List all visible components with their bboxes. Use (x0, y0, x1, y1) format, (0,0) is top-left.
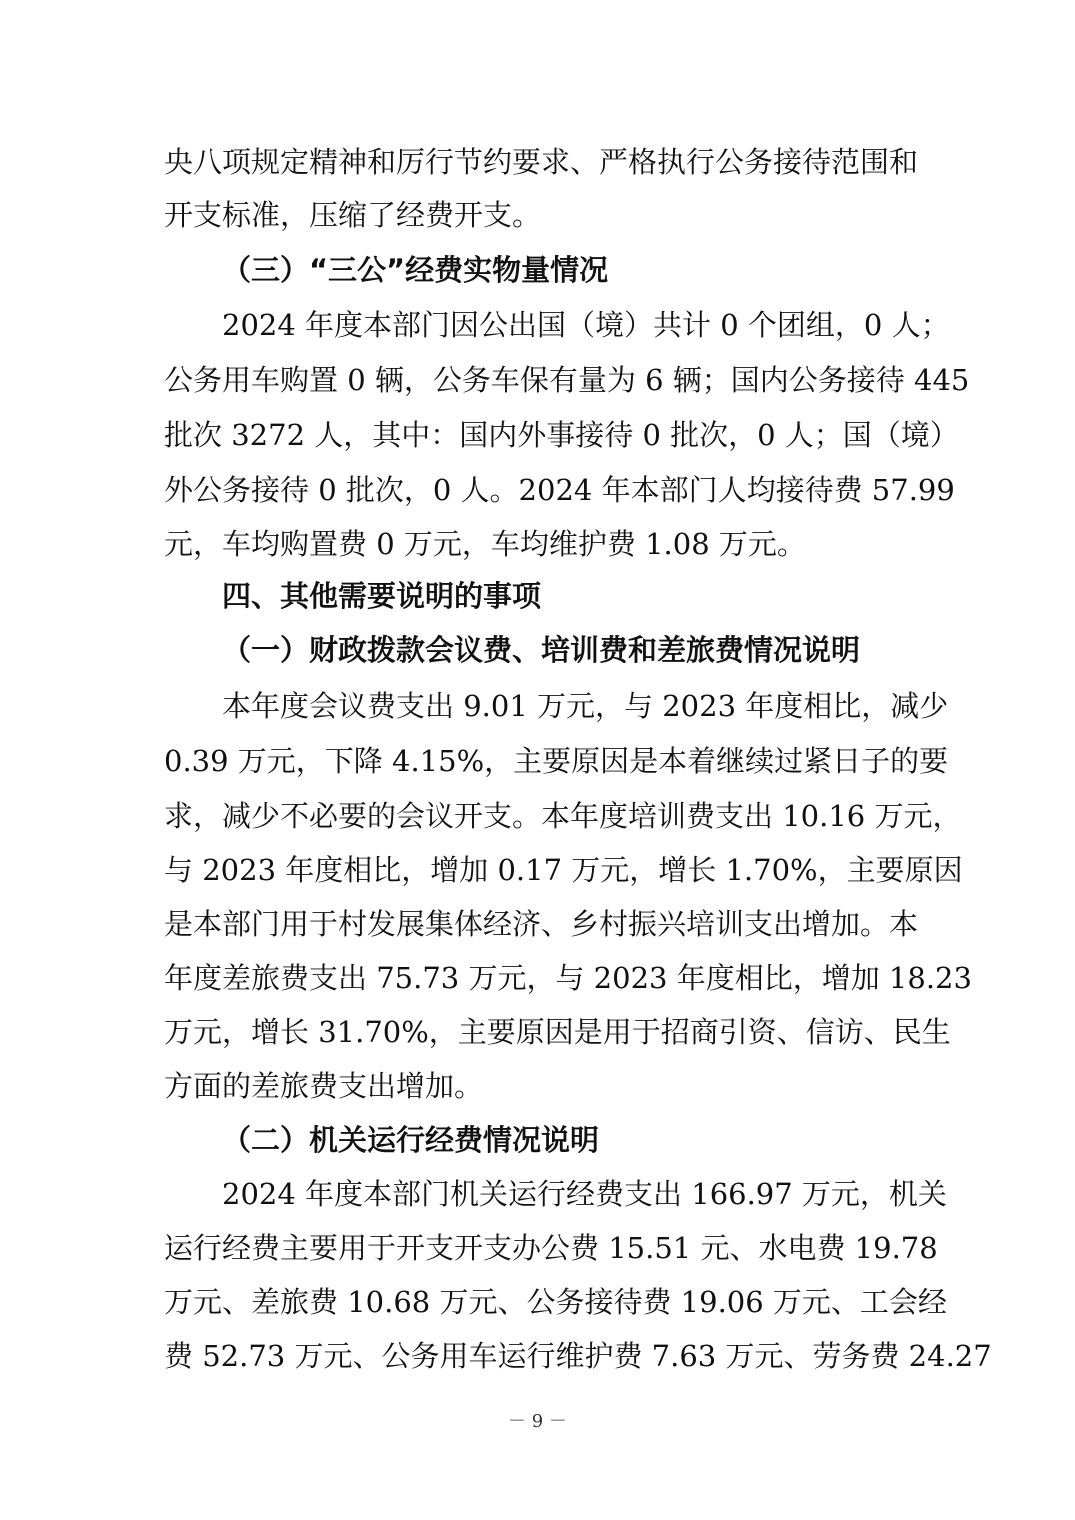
text-line: 与 2023 年度相比，增加 0.17 万元，增长 1.70%，主要原因 (164, 853, 963, 887)
text-line: 本年度会议费支出 9.01 万元，与 2023 年度相比，减少 (222, 689, 949, 723)
text-line: 万元、差旅费 10.68 万元、公务接待费 19.06 万元、工会经 (164, 1285, 947, 1319)
section-heading: （三）“三公”经费实物量情况 (222, 253, 609, 287)
page-number: － 9 － (508, 1411, 567, 1432)
text-line: 2024 年度本部门机关运行经费支出 166.97 万元，机关 (222, 1177, 947, 1211)
text-line: 央八项规定精神和厉行节约要求、严格执行公务接待范围和 (164, 145, 919, 179)
text-line: 求，减少不必要的会议开支。本年度培训费支出 10.16 万元， (164, 799, 962, 833)
section-heading: （一）财政拨款会议费、培训费和差旅费情况说明 (222, 633, 861, 667)
text-line: 开支标准，压缩了经费开支。 (164, 198, 542, 232)
text-line: 是本部门用于村发展集体经济、乡村振兴培训支出增加。本 (164, 907, 919, 941)
text-line: 万元，增长 31.70%，主要原因是用于招商引资、信访、民生 (164, 1015, 951, 1049)
text-line: 公务用车购置 0 辆，公务车保有量为 6 辆；国内公务接待 445 (164, 363, 970, 397)
text-line: 年度差旅费支出 75.73 万元，与 2023 年度相比，增加 18.23 (164, 961, 972, 995)
text-line: 费 52.73 万元、公务用车运行维护费 7.63 万元、劳务费 24.27 (164, 1339, 992, 1373)
section-heading: （二）机关运行经费情况说明 (222, 1123, 600, 1157)
section-heading: 四、其他需要说明的事项 (222, 579, 542, 613)
text-line: 方面的差旅费支出增加。 (164, 1069, 484, 1103)
text-line: 元，车均购置费 0 万元，车均维护费 1.08 万元。 (164, 527, 806, 561)
text-line: 0.39 万元，下降 4.15%，主要原因是本着继续过紧日子的要 (164, 744, 949, 778)
text-line: 外公务接待 0 批次，0 人。2024 年本部门人均接待费 57.99 (164, 473, 955, 507)
text-line: 批次 3272 人，其中：国内外事接待 0 批次，0 人；国（境） (164, 418, 959, 452)
text-line: 2024 年度本部门因公出国（境）共计 0 个团组，0 人； (222, 308, 950, 342)
text-line: 运行经费主要用于开支开支办公费 15.51 元、水电费 19.78 (164, 1231, 938, 1265)
